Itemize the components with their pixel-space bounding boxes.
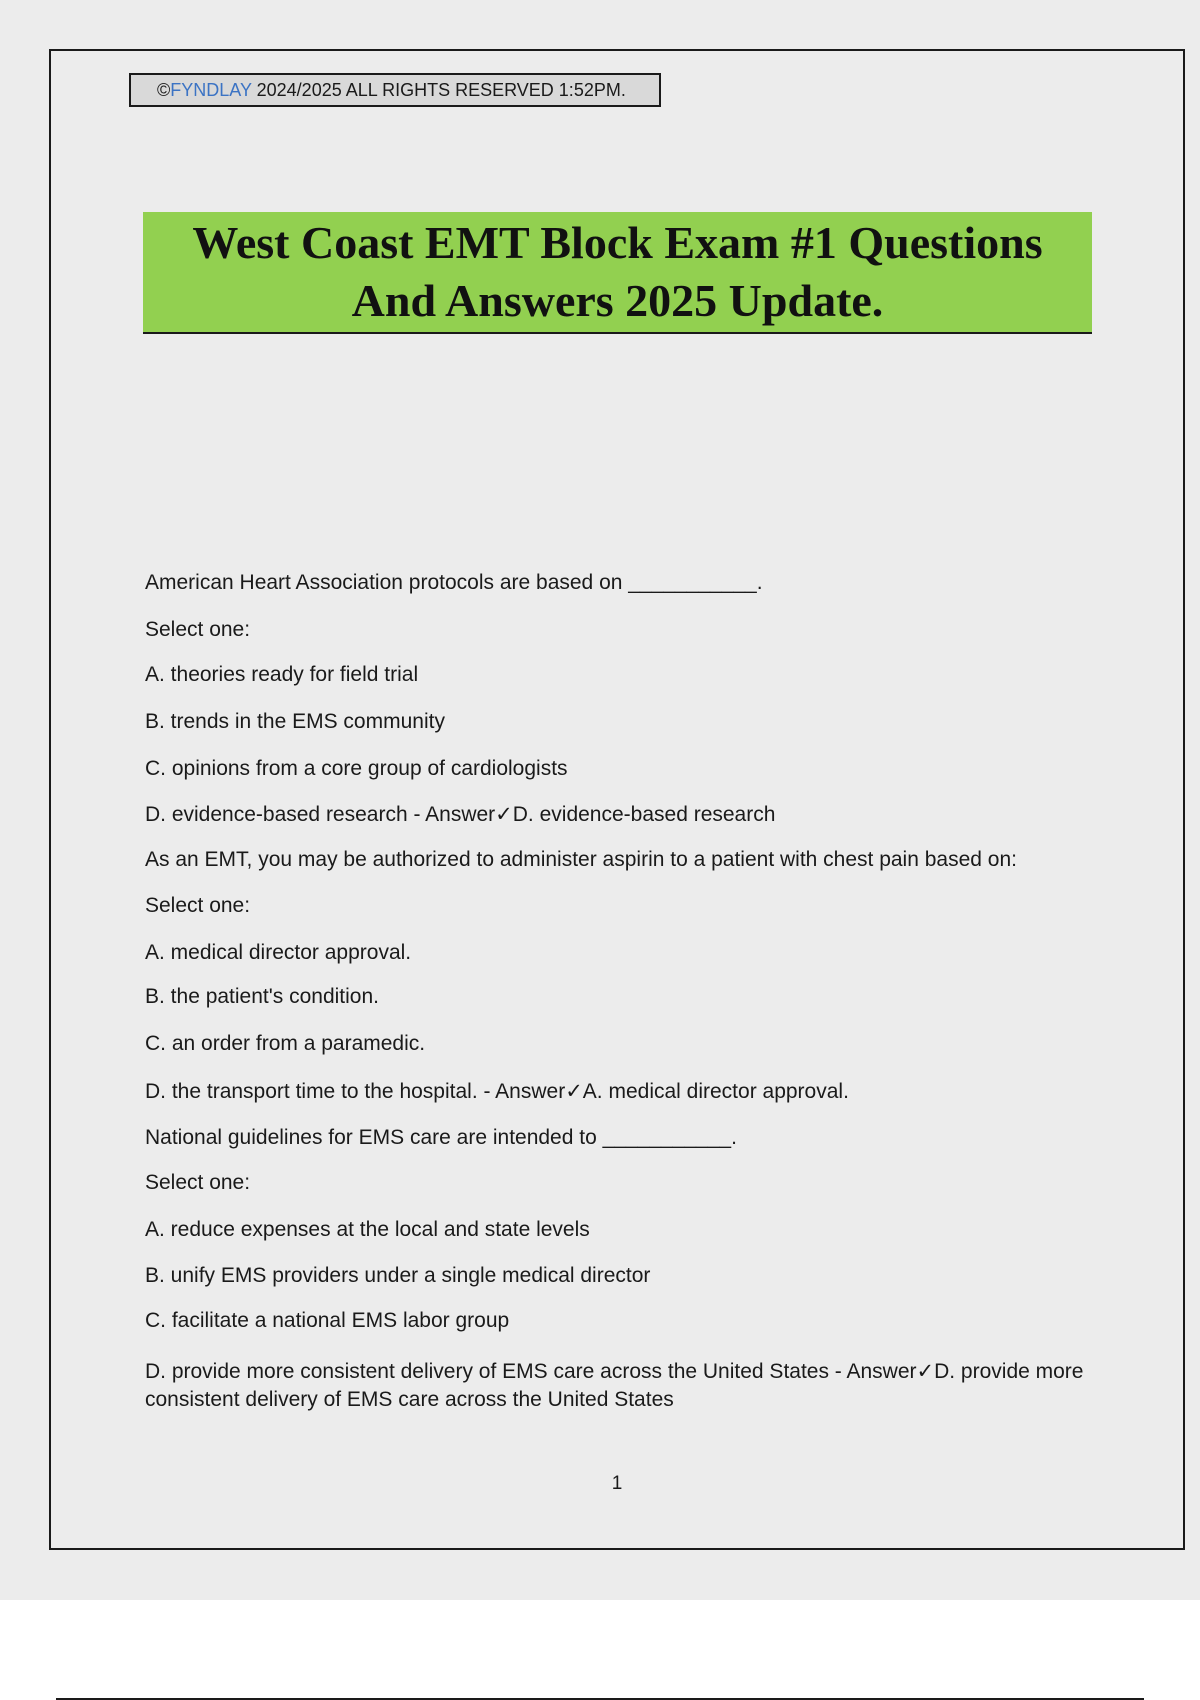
question-prompt: National guidelines for EMS care are intended to ___________.: [145, 1126, 737, 1149]
answer-option: A. medical director approval.: [145, 941, 412, 964]
answer-option: B. trends in the EMS community: [145, 710, 445, 733]
title-line-2: And Answers 2025 Update.: [351, 275, 884, 326]
question-prompt: American Heart Association protocols are based on ___________.: [145, 571, 763, 594]
question-instruction: Select one:: [145, 618, 251, 641]
page-number: 1: [611, 1473, 623, 1494]
answer-option: B. the patient's condition.: [145, 985, 379, 1008]
answer-option-with-key: D. the transport time to the hospital. - Answer✓A. medical director approval.: [145, 1080, 849, 1103]
copyright-symbol: ©: [157, 80, 171, 100]
answer-option: C. an order from a paramedic.: [145, 1032, 426, 1055]
answer-option: B. unify EMS providers under a single medical director: [145, 1264, 651, 1287]
answer-option-with-key: D. provide more consistent delivery of EMS care across the United States - Answer✓D. provide more consistent delivery of EMS care across the United States: [145, 1360, 1084, 1411]
answer-option-with-key: D. evidence-based research - Answer✓D. evidence-based research: [145, 803, 776, 826]
answer-option: A. reduce expenses at the local and state levels: [145, 1218, 590, 1241]
document-title: [143, 212, 1092, 334]
answer-option: C. facilitate a national EMS labor group: [145, 1309, 510, 1332]
answer-option: A. theories ready for field trial: [145, 663, 419, 686]
copyright-header: [129, 73, 661, 107]
title-line-1: West Coast EMT Block Exam #1 Questions: [192, 217, 1043, 268]
rights-text: 2024/2025 ALL RIGHTS RESERVED 1:52PM.: [251, 80, 626, 100]
question-instruction: Select one:: [145, 894, 251, 917]
question-instruction: Select one:: [145, 1171, 251, 1194]
brand-name: FYNDLAY: [170, 80, 252, 100]
answer-option: C. opinions from a core group of cardiologists: [145, 757, 568, 780]
question-prompt: As an EMT, you may be authorized to administer aspirin to a patient with chest pain based on:: [145, 848, 1017, 871]
